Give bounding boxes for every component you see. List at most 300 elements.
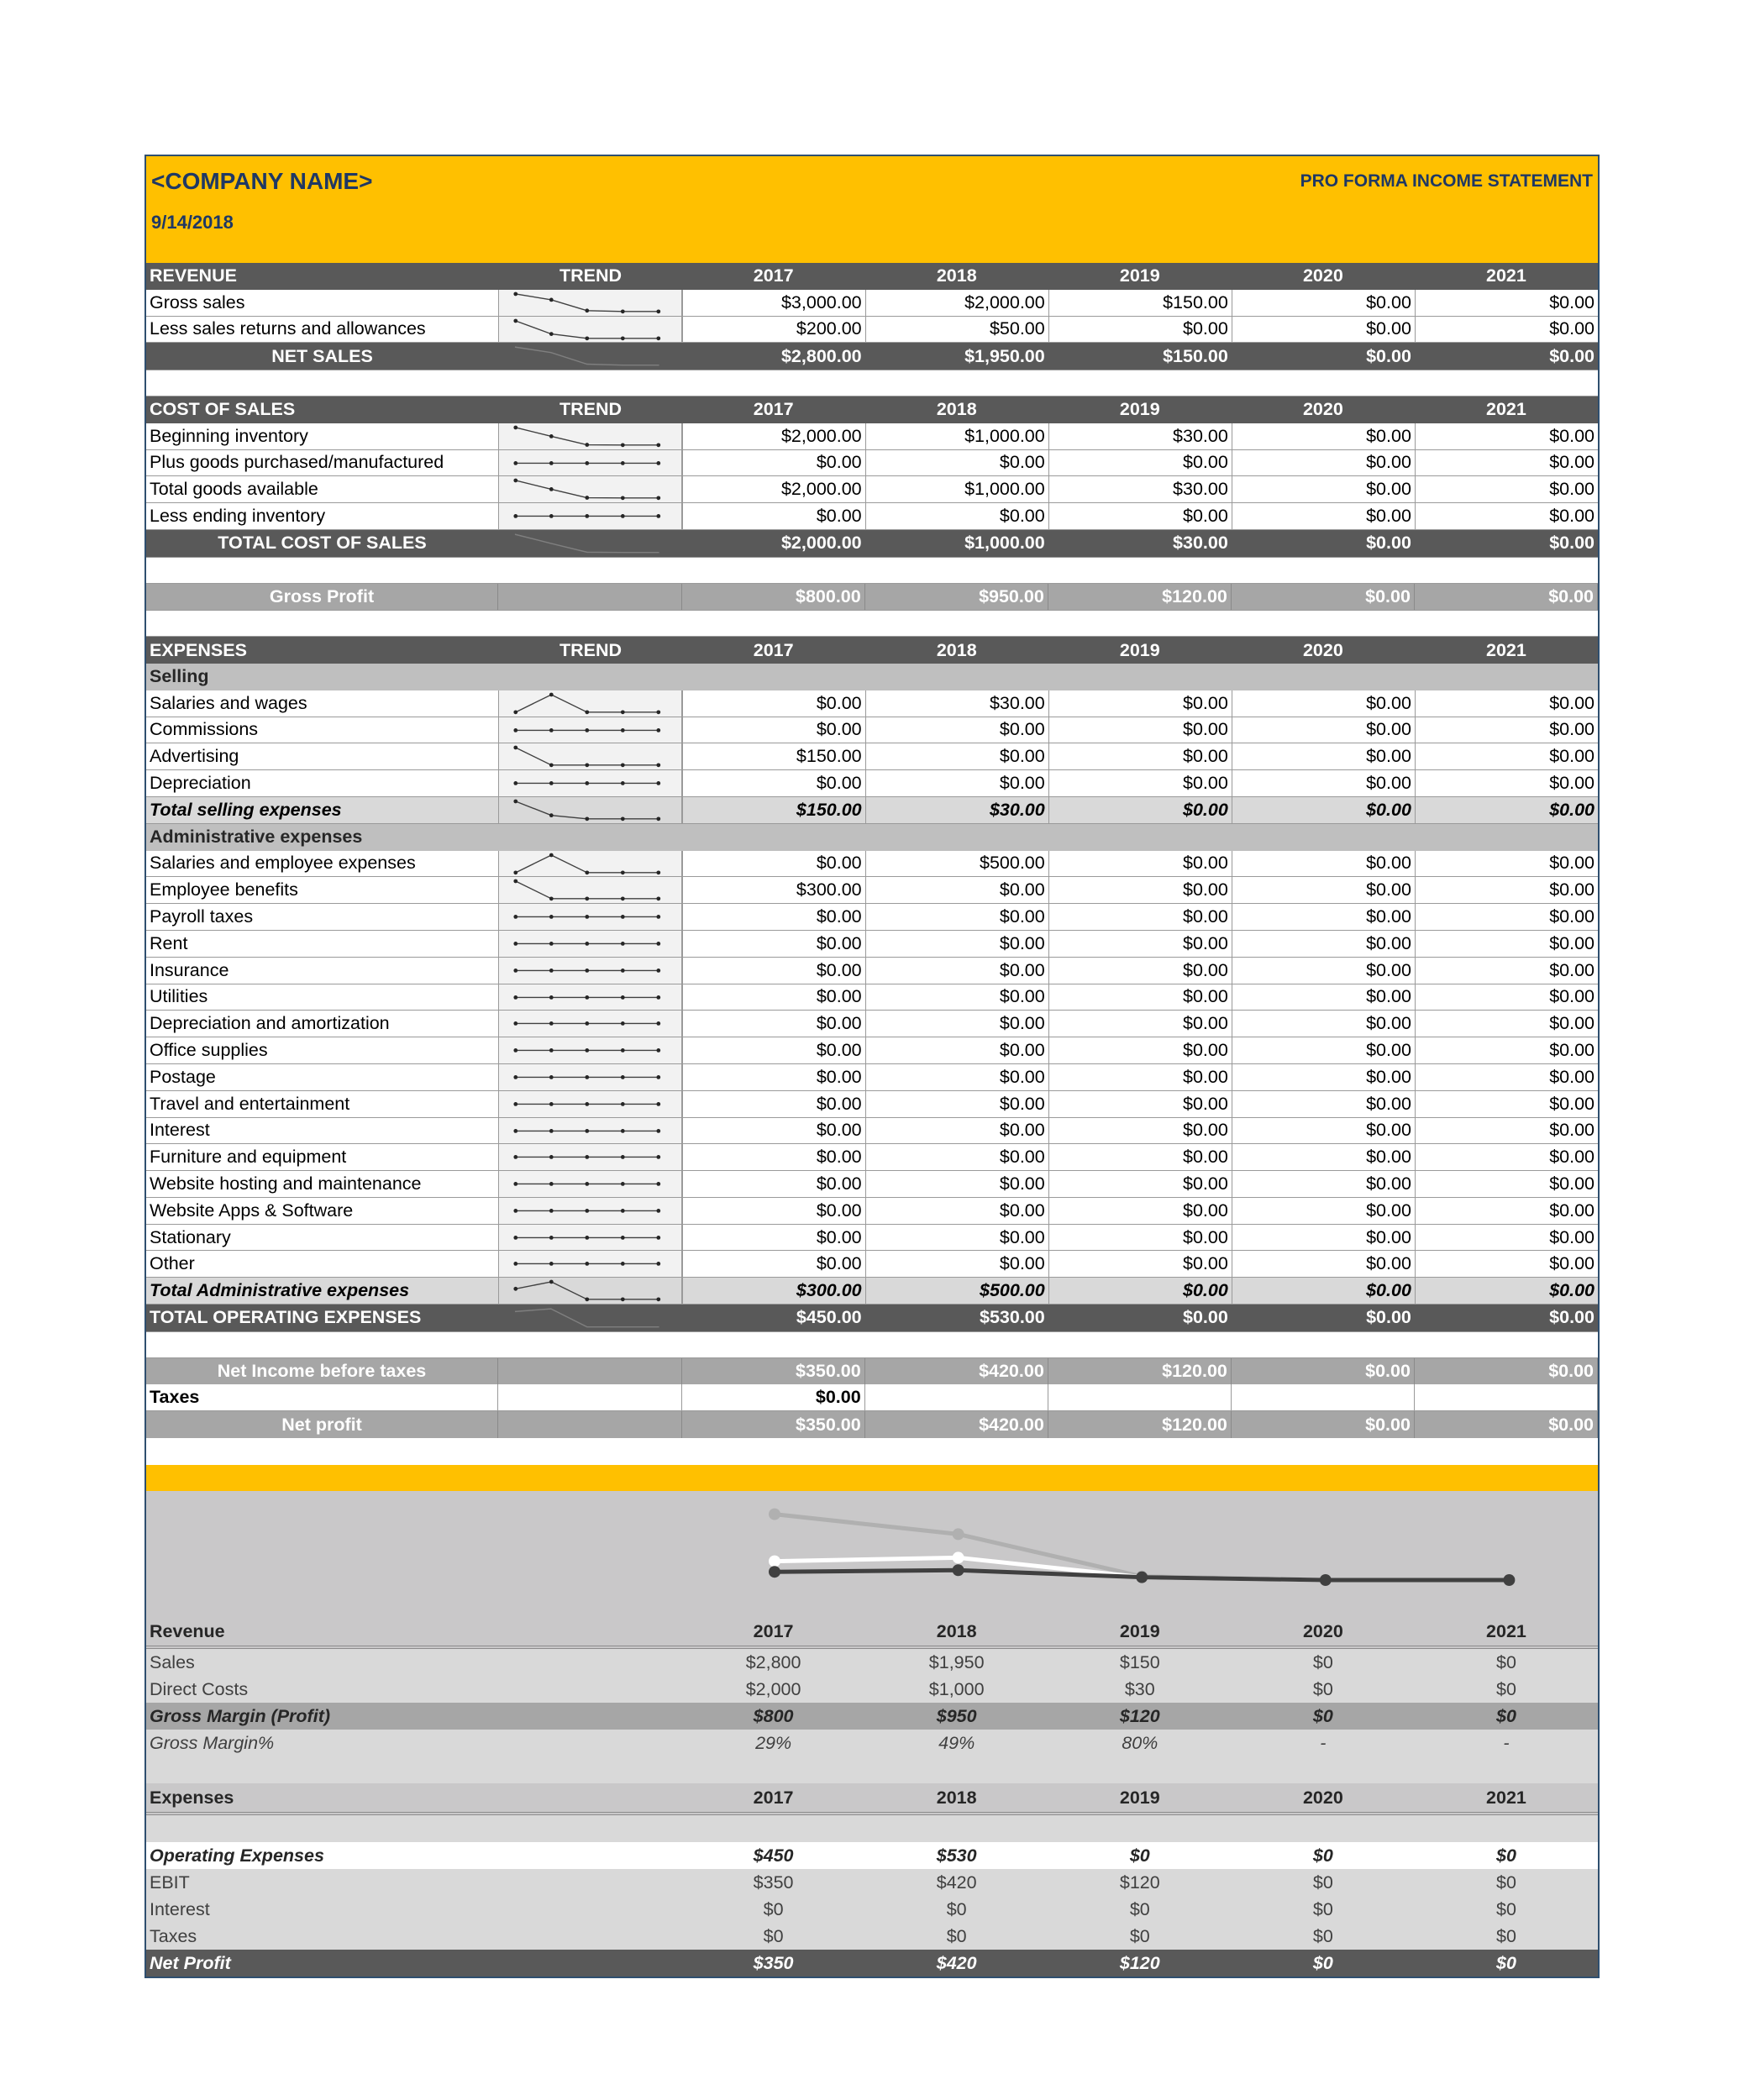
value-cell[interactable]: $0.00 — [1415, 958, 1598, 984]
trend-header: TREND — [560, 399, 623, 420]
value-cell[interactable]: $0.00 — [1232, 931, 1415, 958]
value-cell[interactable]: $0.00 — [1048, 503, 1232, 530]
summary-value: $1,950 — [928, 1651, 985, 1672]
sparkline-point — [549, 813, 554, 817]
expenses-header — [146, 637, 1598, 664]
sparkline-line — [516, 1282, 659, 1299]
value-cell[interactable]: $150.00 — [1048, 290, 1232, 317]
trend-sparkline — [499, 851, 681, 877]
value-cell[interactable]: $0.00 — [1232, 851, 1415, 878]
sparkline-point — [656, 443, 660, 447]
value-cell[interactable]: $0.00 — [1048, 743, 1232, 770]
value-cell[interactable]: $0.00 — [1415, 1171, 1598, 1198]
value-cell[interactable]: $0.00 — [1415, 770, 1598, 797]
value-cell[interactable]: $150.00 — [1163, 345, 1228, 366]
sparkline-point — [513, 870, 517, 874]
value-cell[interactable]: $0.00 — [1232, 1278, 1415, 1305]
value-cell[interactable]: $0.00 — [1232, 770, 1415, 797]
value-cell[interactable]: $0.00 — [1232, 904, 1415, 931]
value-cell[interactable]: $0.00 — [865, 1118, 1048, 1145]
value-cell[interactable]: $150.00 — [682, 797, 865, 824]
value-cell[interactable]: $0.00 — [1232, 1225, 1415, 1252]
summary-year: 2021 — [1486, 1787, 1526, 1808]
sparkline-point — [549, 764, 554, 768]
value-cell[interactable]: $0.00 — [682, 1144, 865, 1171]
value-cell[interactable]: $0.00 — [1549, 1307, 1595, 1328]
summary-value: 29% — [755, 1732, 792, 1753]
sparkline-point — [585, 443, 589, 447]
value-cell[interactable]: $0.00 — [1048, 1011, 1232, 1037]
summary-value: $530 — [936, 1845, 977, 1866]
value-cell[interactable]: $0.00 — [1048, 984, 1232, 1011]
row-label: Commissions — [146, 717, 498, 744]
value-cell[interactable]: $0.00 — [1232, 584, 1415, 611]
value-cell[interactable]: $0.00 — [682, 1198, 865, 1225]
value-cell[interactable]: $0.00 — [1048, 958, 1232, 984]
value-cell[interactable]: $2,800.00 — [780, 345, 862, 366]
value-cell[interactable]: $0.00 — [1415, 904, 1598, 931]
summary-value: $0 — [1496, 1898, 1516, 1919]
admin-expense-row — [146, 958, 1598, 984]
value-cell[interactable]: $0.00 — [865, 1011, 1048, 1037]
value-cell[interactable]: $0.00 — [865, 1198, 1048, 1225]
sparkline-point — [513, 800, 517, 804]
summary-table — [146, 1617, 1598, 1977]
value-cell[interactable]: $0.00 — [1415, 1358, 1598, 1385]
sparkline-point — [621, 728, 625, 732]
value-cell[interactable]: $0.00 — [1415, 1091, 1598, 1118]
value-cell[interactable]: $1,000.00 — [964, 533, 1045, 554]
sparkline-point — [513, 461, 517, 465]
value-cell[interactable]: $0.00 — [1048, 450, 1232, 477]
value-cell[interactable]: $0.00 — [1232, 1091, 1415, 1118]
value-cell[interactable]: $0.00 — [1232, 503, 1415, 530]
value-cell[interactable]: $0.00 — [682, 1171, 865, 1198]
value-cell[interactable]: $0.00 — [1415, 1278, 1598, 1305]
summary-value: $800 — [753, 1705, 794, 1726]
sparkline-point — [549, 1129, 554, 1133]
sparkline-point — [656, 995, 660, 1000]
value-cell[interactable]: $420.00 — [865, 1411, 1048, 1438]
sparkline-point — [585, 897, 589, 901]
row-label: Less sales returns and allowances — [146, 317, 498, 344]
row-label: Office supplies — [146, 1037, 498, 1064]
value-cell[interactable]: $0.00 — [1232, 1411, 1415, 1438]
value-cell[interactable]: $0.00 — [865, 1171, 1048, 1198]
value-cell[interactable]: $30.00 — [1048, 476, 1232, 503]
sparkline-point — [656, 710, 660, 714]
value-cell[interactable]: $150.00 — [682, 743, 865, 770]
trend-sparkline — [499, 1118, 681, 1144]
value-cell[interactable]: $0.00 — [1415, 851, 1598, 878]
value-cell[interactable]: $120.00 — [1048, 1358, 1232, 1385]
sparkline-point — [621, 309, 625, 313]
admin-expense-row — [146, 1011, 1598, 1037]
value-cell[interactable]: $0.00 — [1048, 1118, 1232, 1145]
value-cell[interactable] — [1415, 1384, 1598, 1411]
sparkline-point — [549, 1048, 554, 1053]
sparkline-point — [621, 764, 625, 768]
value-cell[interactable]: $0.00 — [682, 1011, 865, 1037]
value-cell[interactable]: $420.00 — [865, 1358, 1048, 1385]
value-cell[interactable]: $0.00 — [865, 1037, 1048, 1064]
value-cell[interactable]: $0.00 — [682, 931, 865, 958]
sparkline-point — [585, 1102, 589, 1106]
value-cell[interactable]: $0.00 — [682, 717, 865, 744]
sparkline-point — [656, 942, 660, 946]
value-cell[interactable]: $1,950.00 — [964, 345, 1045, 366]
sparkline-point — [513, 1155, 517, 1159]
admin-expense-row — [146, 984, 1598, 1011]
sparkline-line — [516, 748, 659, 765]
value-cell[interactable]: $0.00 — [1232, 1064, 1415, 1091]
sparkline-point — [513, 969, 517, 973]
value-cell[interactable]: $0.00 — [865, 1091, 1048, 1118]
sparkline-point — [621, 1155, 625, 1159]
trend-cell — [498, 1091, 682, 1118]
value-cell[interactable]: $0.00 — [1415, 423, 1598, 450]
sparkline-point — [585, 336, 589, 340]
value-cell[interactable]: $0.00 — [1048, 1144, 1232, 1171]
value-cell[interactable]: $0.00 — [1232, 877, 1415, 904]
value-cell[interactable]: $2,000.00 — [780, 533, 862, 554]
value-cell[interactable]: $0.00 — [1415, 1037, 1598, 1064]
value-cell[interactable]: $0.00 — [1048, 877, 1232, 904]
value-cell[interactable]: $0.00 — [1415, 1144, 1598, 1171]
trend-cell — [498, 984, 682, 1011]
value-cell[interactable]: $0.00 — [1048, 1171, 1232, 1198]
value-cell[interactable]: $300.00 — [682, 877, 865, 904]
trend-sparkline — [499, 1144, 681, 1170]
revenue-row — [146, 317, 1598, 344]
section-title: EXPENSES — [150, 639, 247, 660]
row-label: Beginning inventory — [146, 423, 498, 450]
value-cell[interactable]: $0.00 — [1415, 1225, 1598, 1252]
value-cell[interactable]: $0.00 — [1415, 290, 1598, 317]
value-cell[interactable]: $0.00 — [1048, 931, 1232, 958]
value-cell[interactable]: $0.00 — [1232, 1171, 1415, 1198]
trend-sparkline — [499, 931, 681, 957]
value-cell[interactable]: $0.00 — [865, 503, 1048, 530]
value-cell[interactable]: $0.00 — [1232, 1358, 1415, 1385]
value-cell[interactable]: $0.00 — [1232, 717, 1415, 744]
value-cell[interactable]: $0.00 — [682, 1225, 865, 1252]
value-cell[interactable]: $0.00 — [1232, 1118, 1415, 1145]
value-cell[interactable]: $0.00 — [1232, 1198, 1415, 1225]
value-cell[interactable]: $300.00 — [682, 1278, 865, 1305]
value-cell[interactable]: $0.00 — [1415, 984, 1598, 1011]
value-cell[interactable]: $0.00 — [1232, 797, 1415, 824]
sparkline-point — [585, 781, 589, 785]
value-cell[interactable]: $530.00 — [979, 1307, 1045, 1328]
row-label: Net profit — [146, 1411, 498, 1438]
net-income-before-taxes-row — [146, 1358, 1598, 1385]
value-cell[interactable]: $0.00 — [1048, 1278, 1232, 1305]
value-cell[interactable]: $50.00 — [865, 317, 1048, 344]
row-label: NET SALES — [271, 345, 373, 366]
value-cell[interactable]: $0.00 — [865, 717, 1048, 744]
row-label: Less ending inventory — [146, 503, 498, 530]
trend-sparkline — [499, 1011, 681, 1037]
sparkline-point — [621, 969, 625, 973]
value-cell[interactable]: $0.00 — [1232, 317, 1415, 344]
sparkline-point — [585, 461, 589, 465]
sparkline-point — [621, 942, 625, 946]
value-cell[interactable]: $30.00 — [865, 690, 1048, 717]
trend-sparkline — [499, 958, 681, 984]
sparkline-point — [549, 1209, 554, 1213]
value-cell[interactable]: $350.00 — [682, 1411, 865, 1438]
year-header: 2020 — [1302, 265, 1343, 286]
value-cell[interactable]: $0.00 — [1415, 503, 1598, 530]
value-cell[interactable]: $30.00 — [1048, 423, 1232, 450]
value-cell[interactable]: $0.00 — [1048, 770, 1232, 797]
row-label: Interest — [146, 1118, 498, 1145]
value-cell[interactable]: $0.00 — [1415, 450, 1598, 477]
value-cell[interactable]: $3,000.00 — [682, 290, 865, 317]
admin-expense-row — [146, 1171, 1598, 1198]
value-cell[interactable]: $0.00 — [865, 1251, 1048, 1278]
sparkline-line — [516, 321, 659, 339]
sparkline-point — [549, 461, 554, 465]
summary-value: $120 — [1119, 1705, 1160, 1726]
value-cell[interactable]: $0.00 — [682, 958, 865, 984]
admin-expense-row — [146, 1064, 1598, 1091]
value-cell[interactable]: $0.00 — [682, 1091, 865, 1118]
value-cell[interactable]: $0.00 — [682, 690, 865, 717]
value-cell[interactable]: $0.00 — [1232, 743, 1415, 770]
value-cell[interactable]: $0.00 — [1232, 476, 1415, 503]
value-cell[interactable]: $0.00 — [1232, 1011, 1415, 1037]
trend-cell — [498, 1305, 681, 1331]
value-cell[interactable]: $120.00 — [1048, 584, 1232, 611]
sparkline-point — [513, 1048, 517, 1053]
value-cell[interactable]: $0.00 — [1048, 1037, 1232, 1064]
summary-label: Interest — [150, 1898, 210, 1919]
admin-expense-row — [146, 1144, 1598, 1171]
sparkline-point — [549, 692, 554, 696]
value-cell[interactable]: $0.00 — [1232, 984, 1415, 1011]
value-cell[interactable]: $0.00 — [1048, 851, 1232, 878]
section-title: REVENUE — [150, 265, 237, 286]
summary-section-title: Revenue — [150, 1620, 225, 1641]
value-cell[interactable]: $0.00 — [1048, 1198, 1232, 1225]
summary-year: 2017 — [753, 1787, 794, 1808]
value-cell[interactable]: $0.00 — [1232, 1251, 1415, 1278]
value-cell[interactable]: $0.00 — [1048, 1225, 1232, 1252]
value-cell[interactable]: $0.00 — [1232, 690, 1415, 717]
value-cell[interactable]: $0.00 — [1415, 584, 1598, 611]
value-cell[interactable]: $0.00 — [1048, 690, 1232, 717]
value-cell[interactable]: $0.00 — [682, 1251, 865, 1278]
value-cell[interactable]: $0.00 — [1048, 1251, 1232, 1278]
value-cell[interactable]: $0.00 — [1415, 1198, 1598, 1225]
statement-date[interactable]: 9/14/2018 — [151, 212, 234, 233]
trend-sparkline — [499, 1251, 681, 1277]
value-cell[interactable]: $350.00 — [682, 1358, 865, 1385]
row-label: Total selling expenses — [146, 797, 498, 824]
sparkline-point — [549, 969, 554, 973]
row-label: Furniture and equipment — [146, 1144, 498, 1171]
row-label: Postage — [146, 1064, 498, 1091]
summary-year: 2020 — [1302, 1787, 1343, 1808]
summary-revenue-header — [146, 1617, 1598, 1649]
trend-sparkline — [499, 984, 681, 1011]
value-cell[interactable]: $0.00 — [682, 1384, 865, 1411]
value-cell[interactable]: $0.00 — [1415, 797, 1598, 824]
value-cell[interactable]: $0.00 — [865, 958, 1048, 984]
value-cell[interactable]: $0.00 — [1415, 1118, 1598, 1145]
sparkline-line — [516, 801, 659, 819]
row-label: Employee benefits — [146, 877, 498, 904]
value-cell[interactable]: $0.00 — [865, 984, 1048, 1011]
value-cell[interactable] — [1048, 1384, 1232, 1411]
value-cell[interactable]: $0.00 — [1048, 1064, 1232, 1091]
sparkline-point — [621, 995, 625, 1000]
sparkline-point — [585, 942, 589, 946]
company-name[interactable]: <COMPANY NAME> — [151, 168, 373, 194]
value-cell[interactable] — [865, 1384, 1048, 1411]
value-cell[interactable]: $0.00 — [1232, 290, 1415, 317]
value-cell[interactable]: $1,000.00 — [865, 423, 1048, 450]
value-cell[interactable]: $0.00 — [1232, 1144, 1415, 1171]
trend-sparkline — [499, 317, 681, 343]
value-cell[interactable]: $500.00 — [865, 1278, 1048, 1305]
sparkline-point — [621, 1075, 625, 1079]
summary-value: 49% — [938, 1732, 975, 1753]
value-cell[interactable]: $0.00 — [682, 984, 865, 1011]
summary-year: 2021 — [1486, 1620, 1526, 1641]
value-cell[interactable]: $0.00 — [1048, 904, 1232, 931]
value-cell[interactable]: $0.00 — [1048, 317, 1232, 344]
row-label: Salaries and wages — [146, 690, 498, 717]
selling-expense-row — [146, 690, 1598, 717]
value-cell[interactable]: $0.00 — [865, 1225, 1048, 1252]
row-label: TOTAL OPERATING EXPENSES — [150, 1307, 422, 1328]
value-cell[interactable]: $0.00 — [865, 931, 1048, 958]
value-cell[interactable]: $0.00 — [682, 851, 865, 878]
value-cell[interactable]: $0.00 — [682, 450, 865, 477]
value-cell[interactable]: $0.00 — [1415, 1411, 1598, 1438]
value-cell[interactable]: $0.00 — [1549, 345, 1595, 366]
row-label: Website hosting and maintenance — [146, 1171, 498, 1198]
value-cell[interactable]: $500.00 — [865, 851, 1048, 878]
trend-sparkline — [499, 797, 681, 823]
trend-cell — [498, 958, 682, 984]
sparkline-point — [549, 1021, 554, 1026]
value-cell[interactable]: $0.00 — [1415, 1064, 1598, 1091]
value-cell[interactable]: $0.00 — [682, 904, 865, 931]
year-header: 2019 — [1119, 265, 1160, 286]
value-cell[interactable]: $800.00 — [682, 584, 865, 611]
value-cell[interactable]: $0.00 — [1366, 345, 1411, 366]
value-cell[interactable]: $0.00 — [1232, 1037, 1415, 1064]
subcategory-label: Administrative expenses — [150, 827, 363, 848]
value-cell[interactable]: $0.00 — [865, 770, 1048, 797]
blank-row — [146, 370, 1598, 396]
trend-cell — [498, 851, 682, 878]
value-cell[interactable]: $0.00 — [1182, 1307, 1228, 1328]
value-cell[interactable]: $0.00 — [865, 1064, 1048, 1091]
value-cell[interactable]: $2,000.00 — [682, 476, 865, 503]
total-cost-of-sales-row — [146, 530, 1598, 557]
value-cell[interactable]: $120.00 — [1048, 1411, 1232, 1438]
value-cell[interactable] — [1232, 1384, 1415, 1411]
value-cell[interactable]: $0.00 — [865, 904, 1048, 931]
value-cell[interactable]: $0.00 — [1415, 317, 1598, 344]
value-cell[interactable]: $0.00 — [682, 503, 865, 530]
trend-chart-svg — [146, 1491, 1598, 1617]
value-cell[interactable]: $0.00 — [682, 1064, 865, 1091]
sparkline-point — [585, 969, 589, 973]
summary-value: 80% — [1122, 1732, 1158, 1753]
trend-sparkline — [499, 904, 681, 930]
year-header: 2018 — [936, 399, 977, 420]
trend-sparkline — [499, 1064, 681, 1090]
value-cell[interactable]: $0.00 — [1232, 450, 1415, 477]
value-cell[interactable]: $0.00 — [1048, 797, 1232, 824]
value-cell[interactable]: $0.00 — [682, 1118, 865, 1145]
value-cell[interactable]: $0.00 — [1232, 958, 1415, 984]
value-cell[interactable]: $0.00 — [682, 770, 865, 797]
sparkline-point — [621, 1102, 625, 1106]
cost-of-sales-row — [146, 503, 1598, 530]
value-cell[interactable]: $30.00 — [865, 797, 1048, 824]
summary-value: $0 — [1496, 1705, 1516, 1726]
value-cell[interactable]: $200.00 — [682, 317, 865, 344]
cost-of-sales-row — [146, 450, 1598, 477]
value-cell[interactable]: $0.00 — [682, 1037, 865, 1064]
value-cell[interactable]: $0.00 — [1048, 1091, 1232, 1118]
value-cell[interactable]: $0.00 — [1415, 931, 1598, 958]
value-cell[interactable]: $0.00 — [1415, 690, 1598, 717]
value-cell[interactable]: $2,000.00 — [865, 290, 1048, 317]
value-cell[interactable]: $2,000.00 — [682, 423, 865, 450]
value-cell[interactable]: $0.00 — [1415, 743, 1598, 770]
value-cell[interactable]: $30.00 — [1173, 533, 1228, 554]
sparkline-point — [585, 710, 589, 714]
admin-expense-row — [146, 851, 1598, 878]
value-cell[interactable]: $0.00 — [865, 1144, 1048, 1171]
value-cell[interactable]: $0.00 — [1415, 1011, 1598, 1037]
value-cell[interactable]: $0.00 — [1232, 423, 1415, 450]
year-header: 2018 — [936, 265, 977, 286]
value-cell[interactable]: $0.00 — [1415, 1251, 1598, 1278]
value-cell[interactable]: $0.00 — [1415, 476, 1598, 503]
sparkline-point — [621, 336, 625, 340]
value-cell[interactable]: $0.00 — [865, 743, 1048, 770]
trend-cell — [498, 530, 682, 557]
trend-sparkline — [498, 343, 682, 370]
value-cell[interactable]: $0.00 — [865, 877, 1048, 904]
value-cell[interactable]: $1,000.00 — [865, 476, 1048, 503]
sparkline-point — [656, 1155, 660, 1159]
value-cell[interactable]: $0.00 — [1415, 877, 1598, 904]
sparkline-point — [656, 1075, 660, 1079]
value-cell[interactable]: $0.00 — [865, 450, 1048, 477]
cost-of-sales-row — [146, 476, 1598, 503]
value-cell[interactable]: $950.00 — [865, 584, 1048, 611]
value-cell[interactable]: $450.00 — [796, 1307, 862, 1328]
net-profit-row — [146, 1411, 1598, 1438]
sparkline-point — [513, 1075, 517, 1079]
value-cell[interactable]: $0.00 — [1366, 533, 1411, 554]
chart-data-point — [1503, 1574, 1515, 1586]
value-cell[interactable]: $0.00 — [1415, 717, 1598, 744]
value-cell[interactable]: $0.00 — [1549, 533, 1595, 554]
value-cell[interactable]: $0.00 — [1366, 1307, 1411, 1328]
value-cell[interactable]: $0.00 — [1048, 717, 1232, 744]
